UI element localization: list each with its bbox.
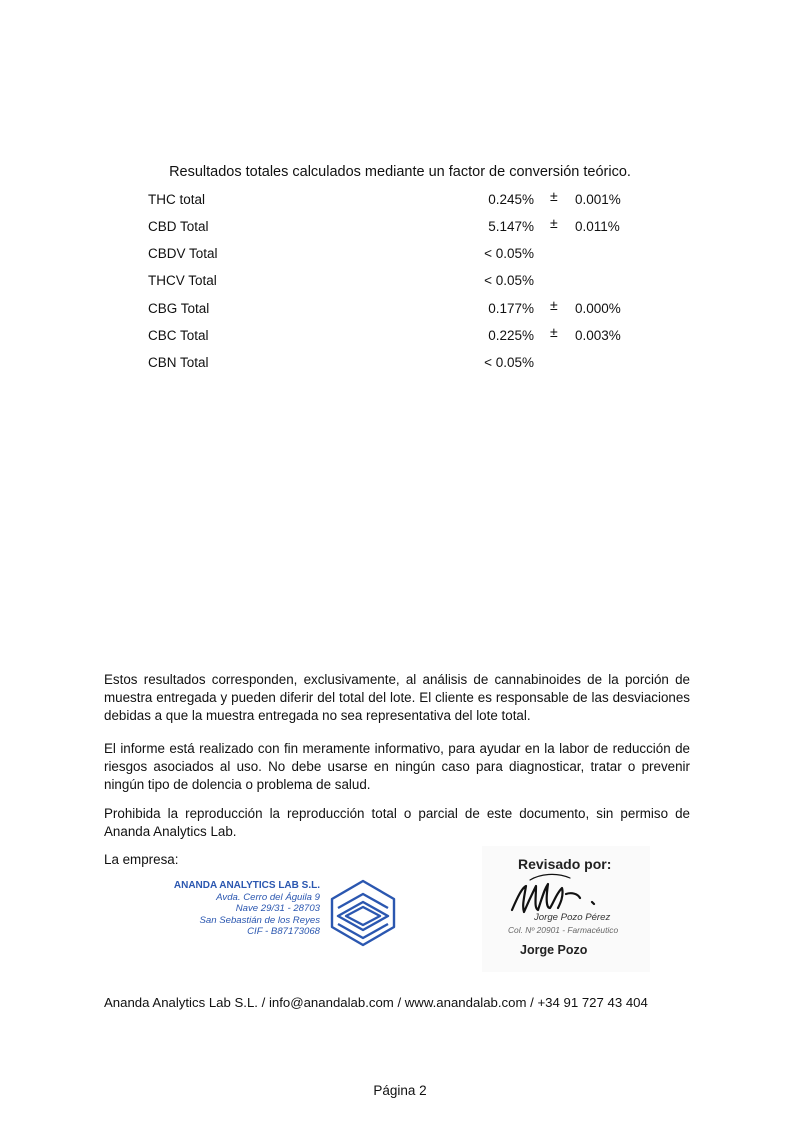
stamp-text — [174, 880, 320, 938]
compound-value: 0.245% — [488, 192, 534, 207]
stamp-line: Nave 29/31 - 28703 — [235, 903, 320, 914]
plus-minus: ± — [550, 324, 558, 340]
compound-value: < 0.05% — [484, 273, 534, 288]
compound-uncertainty: 0.011% — [575, 219, 620, 234]
compound-name: CBC Total — [148, 328, 209, 343]
compound-value: 0.177% — [488, 301, 534, 316]
compound-name: CBD Total — [148, 219, 209, 234]
compound-name: CBN Total — [148, 355, 209, 370]
company-stamp — [170, 878, 402, 958]
reviewer-signature-block — [482, 846, 650, 972]
reviewer-title: Revisado por: — [518, 856, 612, 872]
compound-name: THCV Total — [148, 273, 217, 288]
table-row — [0, 215, 800, 239]
compound-name: CBG Total — [148, 301, 210, 316]
copyright-paragraph: Prohibida la reproducción la reproducción total o parcial de este documento, sin permiso de Ananda Analytics Lab. — [104, 806, 690, 839]
stamp-line: CIF - B87173068 — [247, 926, 320, 937]
stamp-line: Avda. Cerro del Águila 9 — [216, 891, 320, 903]
disclaimer-paragraph: El informe está realizado con fin meramente informativo, para ayudar en la labor de reducción de riesgos asociados al uso. No debe usarse en ningún caso para diagnosticar, tratar o prevenir ningún tipo de dolencia o problema de salud. — [104, 741, 690, 792]
signed-name: Jorge Pozo Pérez — [534, 912, 611, 923]
ananda-logo-icon — [328, 878, 398, 948]
table-row — [0, 273, 800, 293]
compound-uncertainty: 0.001% — [575, 192, 621, 207]
table-row — [0, 324, 800, 348]
company-label: La empresa: — [104, 852, 179, 867]
compound-value: < 0.05% — [484, 355, 534, 370]
compound-value: 0.225% — [488, 328, 534, 343]
table-row — [0, 246, 800, 266]
reviewer-name: Jorge Pozo — [520, 943, 588, 957]
results-title: Resultados totales calculados mediante un factor de conversión teórico. — [169, 164, 631, 180]
plus-minus: ± — [550, 215, 558, 231]
compound-value: 5.147% — [488, 219, 534, 234]
compound-name: THC total — [148, 192, 206, 207]
plus-minus: ± — [550, 188, 558, 204]
table-row — [0, 355, 800, 375]
compound-value: < 0.05% — [484, 246, 534, 261]
compound-uncertainty: 0.003% — [575, 328, 621, 343]
page-number: Página 2 — [373, 1083, 427, 1098]
table-row — [0, 297, 800, 321]
footer-contact: Ananda Analytics Lab S.L. / info@anandalab.com / www.anandalab.com / +34 91 727 43 404 — [104, 995, 648, 1010]
compound-uncertainty: 0.000% — [575, 301, 621, 316]
table-row — [0, 188, 800, 212]
plus-minus: ± — [550, 297, 558, 313]
stamp-company: ANANDA ANALYTICS LAB S.L. — [173, 880, 320, 891]
stamp-line: San Sebastián de los Reyes — [199, 914, 320, 926]
registration-number: Col. Nº 20901 - Farmacéutico — [508, 925, 619, 935]
compound-name: CBDV Total — [148, 246, 218, 261]
disclaimer-paragraph: Estos resultados corresponden, exclusivamente, al análisis de cannabinoides de la porción de muestra entregada y pueden diferir del total del lote. El cliente es responsable de las desviaciones debidas a que la muestra entregada no sea representativa del lote total. — [104, 672, 690, 723]
